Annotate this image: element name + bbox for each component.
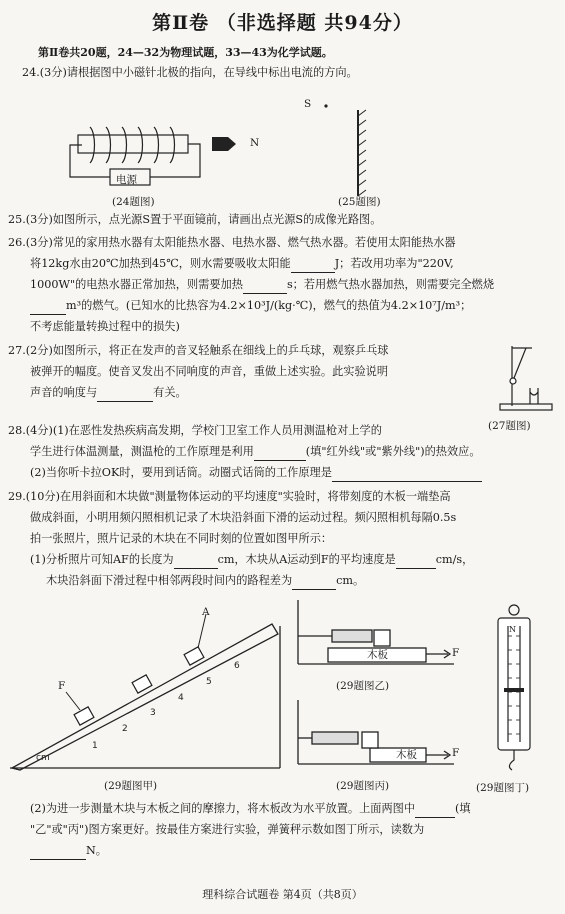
q29-blank-length — [174, 557, 218, 569]
force-bing-label: F — [452, 747, 460, 759]
q29-line7: "乙"或"丙")图方案更好。按最佳方案进行实验，弹簧秤示数如图丁所示，读数为 — [30, 823, 425, 836]
q25-text: 25.(3分)如图所示，点光源S置于平面镜前，请画出点光源S的成像光路图。 — [8, 213, 382, 226]
fig-jia-caption: (29题图甲) — [104, 780, 158, 792]
q29-line8: N。 — [86, 844, 107, 857]
wood-bing-label: 木板 — [396, 749, 417, 761]
fig-yi-caption: (29题图乙) — [336, 680, 390, 692]
incline-tick-3: 3 — [150, 708, 156, 718]
section-title: 第Ⅱ卷 （非选择题 共94分） — [152, 12, 413, 34]
section-intro: 第Ⅱ卷共20题，24—32为物理试题，33—43为化学试题。 — [38, 46, 333, 59]
q27-line1: 27.(2分)如图所示，将正在发声的音叉轻触系在细线上的乒乓球，观察乒乓球 — [8, 344, 389, 357]
q26-line5: 不考虑能量转换过程中的损失) — [30, 320, 180, 333]
incline-tick-5: 5 — [206, 677, 212, 687]
q29-line6-a: (2)为进一步测量木块与木板之间的摩擦力，将木板改为水平放置。上面两图中 — [30, 802, 416, 815]
q29-line5-a: 木块沿斜面下滑过程中相邻两段时间内的路程差为 — [46, 574, 293, 587]
q28-line2-b: (填"红外线"或"紫外线")的热效应。 — [305, 445, 481, 458]
q26-line4: m³的燃气。(已知水的比热容为4.2×10³J/(kg·℃)，燃气的热值为4.2×10⁷J/m³； — [66, 299, 472, 312]
q29-line4-a: (1)分析照片可知AF的长度为 — [30, 553, 174, 566]
incline-tick-4: 4 — [178, 693, 184, 703]
q27-caption: (27题图) — [488, 420, 531, 432]
q29-line3: 拍一张照片，照片记录的木块在不同时刻的位置如图甲所示： — [30, 532, 333, 545]
light-source-label: S — [304, 98, 312, 110]
q24-figure — [70, 115, 270, 195]
scale-unit-label: N — [509, 625, 516, 634]
force-yi-label: F — [452, 647, 460, 659]
q26-line3-a: 1000W"的电热水器正常加热，则需要加热 — [30, 278, 243, 291]
q27-line3-b: 有关。 — [153, 386, 187, 399]
q29-blank-reading — [30, 848, 86, 860]
power-source-label: 电源 — [116, 174, 137, 186]
q26-line1: 26.(3分)常见的家用热水器有太阳能热水器、电热水器、燃气热水器。若使用太阳能热水器 — [8, 236, 456, 249]
q29-blank-diff — [292, 578, 336, 590]
fig-bing-caption: (29题图丙) — [336, 780, 390, 792]
q28-line1: 28.(4分)(1)在恶性发热疾病高发期，学校门卫室工作人员用测温枪对上学的 — [8, 424, 382, 437]
incline-unit: cm — [36, 753, 50, 763]
q27-line3-a: 声音的响度与 — [30, 386, 98, 399]
q29-line5-b: cm。 — [336, 574, 365, 587]
tuning-fork-figure — [492, 336, 552, 416]
q29-line4-b: cm，木块从A运动到F的平均速度是 — [217, 553, 396, 566]
q29-line1: 29.(10分)在用斜面和木块做"测量物体运动的平均速度"实验时，将带刻度的木板一端垫高 — [8, 490, 451, 503]
q26-blank-gas — [30, 303, 66, 315]
q29-line4-c: cm/s， — [435, 553, 474, 566]
q27-blank — [97, 390, 153, 402]
q28-line3: (2)当你听卡拉OK时，要用到话筒。动圈式话筒的工作原理是 — [30, 466, 332, 479]
incline-figure — [6, 600, 286, 775]
q29-blank-choice — [415, 806, 455, 818]
q26-blank-time — [243, 282, 287, 294]
incline-tick-2: 2 — [122, 724, 128, 734]
q24-text: 24.(3分)请根据图中小磁针北极的指向，在导线中标出电流的方向。 — [22, 66, 358, 79]
q29-blank-speed — [396, 557, 436, 569]
incline-label-f: F — [58, 680, 66, 692]
mirror-figure — [318, 100, 378, 200]
q24-caption: (24题图) — [112, 196, 155, 208]
incline-tick-6: 6 — [234, 661, 240, 671]
fig-ding-caption: (29题图丁) — [476, 782, 530, 794]
setup-yi-figure — [292, 596, 472, 676]
incline-tick-1: 1 — [92, 741, 98, 751]
q29-line2: 做成斜面，小明用频闪照相机记录了木块沿斜面下滑的运动过程。频闪照相机每隔0.5s — [30, 511, 457, 524]
q28-blank-principle — [332, 470, 482, 482]
page-footer: 理科综合试题卷 第4页（共8页） — [202, 888, 363, 901]
q26-line3-b: s；若用燃气热水器加热，则需要完全燃烧 — [286, 278, 495, 291]
wood-yi-label: 木板 — [367, 649, 388, 661]
q26-line2-a: 将12kg水由20℃加热到45℃，则水需要吸收太阳能 — [30, 257, 291, 270]
q28-line2-a: 学生进行体温测量，测温枪的工作原理是利用 — [30, 445, 254, 458]
q25-caption: (25题图) — [338, 196, 381, 208]
compass-n-label: N — [250, 137, 260, 149]
q26-blank-energy — [291, 261, 335, 273]
q27-line2: 被弹开的幅度。使音叉发出不同响度的声音，重做上述实验。此实验说明 — [30, 365, 389, 378]
q28-blank-ray — [254, 449, 306, 461]
q26-line2-b: J；若改用功率为"220V, — [334, 257, 454, 270]
setup-bing-figure — [292, 696, 472, 776]
q29-line6-b: (填 — [455, 802, 471, 815]
incline-label-a: A — [202, 606, 210, 618]
